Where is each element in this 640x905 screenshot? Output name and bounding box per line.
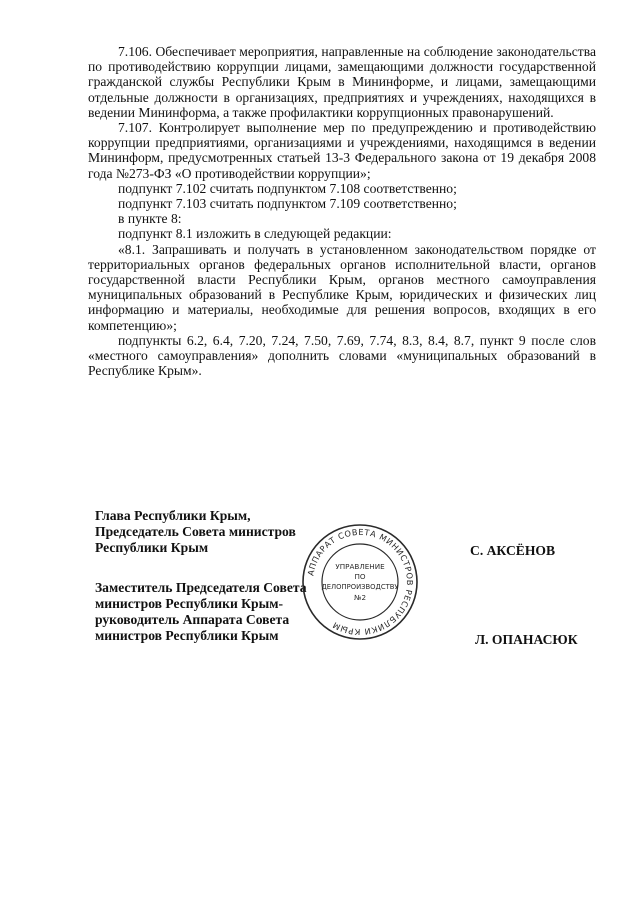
paragraph-subpoint-7-103: подпункт 7.103 считать подпунктом 7.109 соответственно; [118, 196, 457, 212]
stamp-inner-ring [322, 544, 398, 620]
stamp-outer-ring [303, 525, 417, 639]
stamp-line-4: №2 [353, 593, 367, 602]
stamp-line-2: ПО [354, 572, 366, 581]
document-body [88, 44, 596, 378]
paragraph-subpoints-list: подпункты 6.2, 6.4, 7.20, 7.24, 7.50, 7.69, 7.74, 8.3, 8.4, 8.7, пункт 9 после слов «местного самоуправления» дополнить словами «муниципальных образований в Республике Крым». [88, 332, 596, 379]
signature-title-line: Республики Крым [95, 540, 209, 555]
paragraph-subpoint-8-1-intro: подпункт 8.1 изложить в следующей редакции: [118, 226, 392, 242]
signature-title-line: Заместитель Председателя Совета [95, 580, 307, 595]
signature-title-line: руководитель Аппарата Совета [95, 612, 290, 627]
stamp-ring-text: АППАРАТ СОВЕТА МИНИСТРОВ РЕСПУБЛИКИ КРЫМ [305, 526, 416, 638]
signature-title-line: Глава Республики Крым, [95, 508, 251, 523]
signature-title-line: Председатель Совета министров [95, 524, 296, 539]
paragraph-subpoint-7-102: подпункт 7.102 считать подпунктом 7.108 соответственно; [118, 180, 457, 196]
signature-title-line: министров Республики Крым- [95, 596, 283, 611]
paragraph-7-107: 7.107. Контролирует выполнение мер по предупреждению и противодействию коррупции предприятиями, организациями и учреждениями, находящимся в ведении Mининформ, предусмотренных статьей 13-3 Федерального закона от 19 декабря 2008 года №273-ФЗ «О противодействии коррупции»; [88, 120, 596, 181]
signature-name-deputy: Л. ОПАНАСЮК [475, 632, 578, 647]
official-stamp [300, 522, 420, 642]
paragraph-point-8: в пункте 8: [118, 211, 182, 227]
stamp-line-3: ДЕЛОПРОИЗВОДСТВУ [321, 583, 399, 591]
stamp-line-1: УПРАВЛЕНИЕ [335, 562, 385, 571]
paragraph-7-106: 7.106. Обеспечивает мероприятия, направленные на соблюдение законодательства по противодействию коррупции лицами, замещающими должности государственной гражданской службы Республики Крым в Mининформе, и лицами, замещающими отдельные должности в организациях, предприятиях и учреждениях, находящихся в ведении Mининформа, а также профилактики коррупционных правонарушений. [88, 44, 596, 120]
paragraph-8-1: «8.1. Запрашивать и получать в установленном законодательством порядке от территориальных органов федеральных органов исполнительной власти, органов государственной власти Республики Крым, органов местного самоуправления муниципальных образований в Республике Крым, юридических и физических лиц информацию и материалы, необходимые для решения вопросов, входящих в его компетенцию»; [88, 241, 596, 333]
signature-title-line: министров Республики Крым [95, 628, 279, 643]
signature-name-head: С. АКСЁНОВ [470, 543, 556, 558]
